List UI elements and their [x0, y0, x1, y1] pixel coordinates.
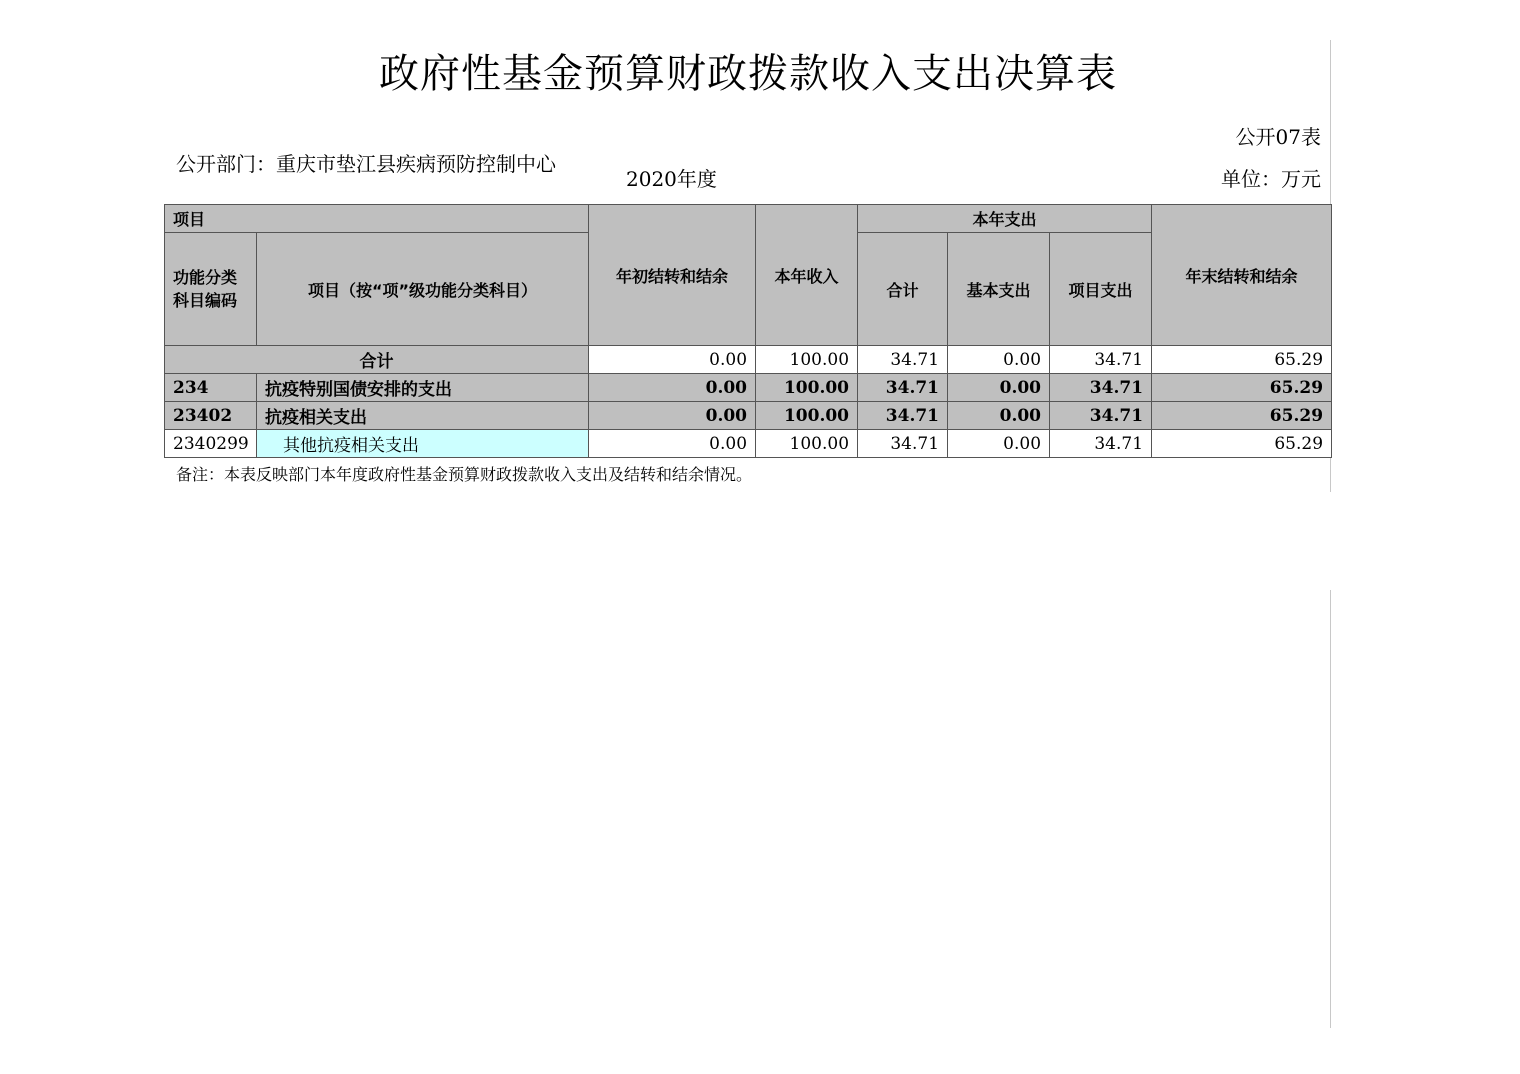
cell-code: 234 [165, 374, 257, 402]
cell-name: 其他抗疫相关支出 [257, 430, 589, 458]
table-note: 备注：本表反映部门本年度政府性基金预算财政拨款收入支出及结转和结余情况。 [176, 465, 753, 484]
cell-end-balance: 65.29 [1152, 346, 1332, 374]
cell-begin-balance: 0.00 [589, 374, 756, 402]
header-expense-group: 本年支出 [858, 205, 1152, 233]
page-edge-gap [1328, 492, 1333, 590]
cell-exp-project: 34.71 [1050, 346, 1152, 374]
cell-begin-balance: 0.00 [589, 402, 756, 430]
table-row-total [165, 346, 1332, 374]
cell-begin-balance: 0.00 [589, 430, 756, 458]
department-label: 公开部门：重庆市垫江县疾病预防控制中心 [176, 152, 556, 176]
cell-end-balance: 65.29 [1152, 402, 1332, 430]
cell-exp-basic: 0.00 [948, 346, 1050, 374]
header-end-balance: 年末结转和结余 [1152, 205, 1332, 346]
header-exp-total: 合计 [858, 233, 948, 346]
cell-begin-balance: 0.00 [589, 346, 756, 374]
cell-end-balance: 65.29 [1152, 374, 1332, 402]
table-row [165, 374, 1332, 402]
cell-income: 100.00 [756, 430, 858, 458]
table-code: 公开07表 [1235, 125, 1321, 149]
cell-code: 23402 [165, 402, 257, 430]
page-title: 政府性基金预算财政拨款收入支出决算表 [379, 51, 1117, 97]
cell-exp-total: 34.71 [858, 374, 948, 402]
cell-exp-project: 34.71 [1050, 402, 1152, 430]
budget-table [164, 204, 1332, 458]
cell-name: 抗疫相关支出 [257, 402, 589, 430]
fiscal-year: 2020年度 [626, 167, 717, 191]
cell-code: 2340299 [165, 430, 257, 458]
header-exp-project: 项目支出 [1050, 233, 1152, 346]
cell-exp-basic: 0.00 [948, 430, 1050, 458]
cell-exp-total: 34.71 [858, 346, 948, 374]
cell-exp-basic: 0.00 [948, 402, 1050, 430]
header-begin-balance: 年初结转和结余 [589, 205, 756, 346]
cell-income: 100.00 [756, 346, 858, 374]
cell-name: 抗疫特别国债安排的支出 [257, 374, 589, 402]
cell-exp-project: 34.71 [1050, 430, 1152, 458]
cell-exp-total: 34.71 [858, 430, 948, 458]
cell-income: 100.00 [756, 374, 858, 402]
total-label: 合计 [165, 346, 589, 374]
table-row [165, 430, 1332, 458]
cell-income: 100.00 [756, 402, 858, 430]
header-project: 项目 [165, 205, 589, 233]
cell-exp-basic: 0.00 [948, 374, 1050, 402]
cell-exp-total: 34.71 [858, 402, 948, 430]
header-exp-basic: 基本支出 [948, 233, 1050, 346]
table-row [165, 402, 1332, 430]
unit-label: 单位：万元 [1221, 167, 1321, 191]
header-income: 本年收入 [756, 205, 858, 346]
header-item-name: 项目（按“项”级功能分类科目） [257, 233, 589, 346]
header-func-code: 功能分类科目编码 [165, 233, 257, 346]
cell-exp-project: 34.71 [1050, 374, 1152, 402]
cell-end-balance: 65.29 [1152, 430, 1332, 458]
